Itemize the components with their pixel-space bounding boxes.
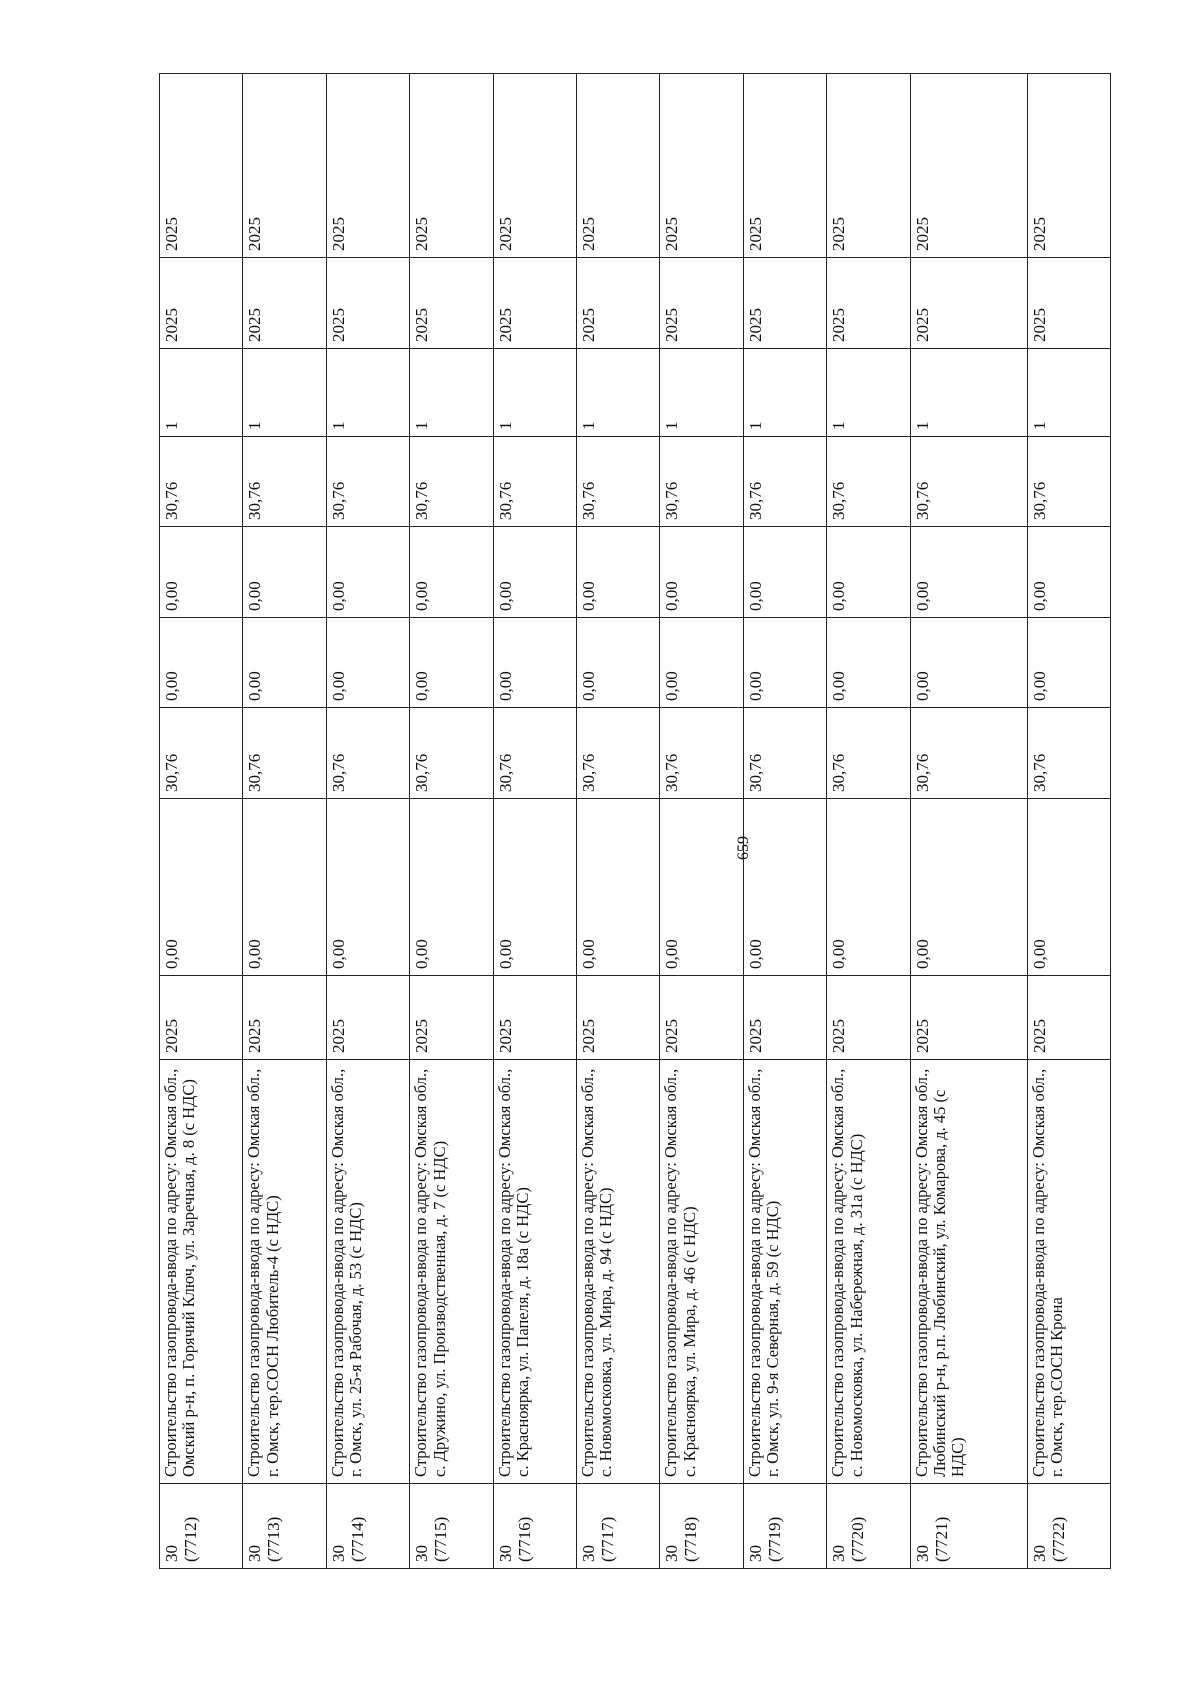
row-code: (7717) xyxy=(597,1516,617,1562)
value-5-cell: 30,76 xyxy=(160,437,243,527)
value-2-cell: 30,76 xyxy=(827,708,910,799)
value-4-cell: 0,00 xyxy=(243,527,326,618)
quantity-cell: 1 xyxy=(326,349,409,437)
object-name-cell: Строительство газопровода-ввода по адресу: Омская обл., с. Новомосковка, ул. Набережная, д. 31а (с НДС) xyxy=(827,1060,910,1484)
start-year-cell: 2025 xyxy=(410,258,493,349)
value-4-cell: 0,00 xyxy=(743,527,826,618)
year-cell: 2025 xyxy=(326,976,409,1060)
year-cell: 2025 xyxy=(1027,976,1111,1060)
quantity-cell: 1 xyxy=(910,349,1027,437)
end-year-cell: 2025 xyxy=(326,74,409,258)
end-year-cell: 2025 xyxy=(743,74,826,258)
table-row xyxy=(660,74,743,1569)
value-2-cell: 30,76 xyxy=(410,708,493,799)
value-3-cell: 0,00 xyxy=(160,618,243,708)
row-id-cell xyxy=(326,1484,409,1569)
table-row xyxy=(827,74,910,1569)
row-id-cell xyxy=(243,1484,326,1569)
table-row xyxy=(493,74,576,1569)
object-name-cell: Строительство газопровода-ввода по адресу: Омская обл., г. Омск, ул. 9-я Северная, д. 59 (с НДС) xyxy=(743,1060,826,1484)
row-code: (7722) xyxy=(1048,1516,1068,1562)
object-name-cell: Строительство газопровода-ввода по адресу: Омская обл., с. Красноярка, ул. Папеля, д. 18а (с НДС) xyxy=(493,1060,576,1484)
value-4-cell: 0,00 xyxy=(910,527,1027,618)
value-3-cell: 0,00 xyxy=(243,618,326,708)
start-year-cell: 2025 xyxy=(910,258,1027,349)
value-1-cell: 0,00 xyxy=(910,799,1027,976)
end-year-cell: 2025 xyxy=(827,74,910,258)
row-id-cell xyxy=(410,1484,493,1569)
value-2-cell: 30,76 xyxy=(243,708,326,799)
value-3-cell: 0,00 xyxy=(660,618,743,708)
year-cell: 2025 xyxy=(743,976,826,1060)
end-year-cell: 2025 xyxy=(243,74,326,258)
row-id-cell xyxy=(827,1484,910,1569)
end-year-cell: 2025 xyxy=(160,74,243,258)
table-row xyxy=(160,74,243,1569)
value-4-cell: 0,00 xyxy=(160,527,243,618)
row-number: 30 xyxy=(495,1545,515,1562)
year-cell: 2025 xyxy=(660,976,743,1060)
start-year-cell: 2025 xyxy=(827,258,910,349)
quantity-cell: 1 xyxy=(827,349,910,437)
object-name-cell: Строительство газопровода-ввода по адресу: Омская обл., с. Дружино, ул. Производственная, д. 7 (с НДС) xyxy=(410,1060,493,1484)
start-year-cell: 2025 xyxy=(576,258,659,349)
value-5-cell: 30,76 xyxy=(827,437,910,527)
value-4-cell: 0,00 xyxy=(1027,527,1111,618)
page-number: 659 xyxy=(735,836,752,860)
value-2-cell: 30,76 xyxy=(160,708,243,799)
row-code: (7715) xyxy=(431,1516,451,1562)
value-4-cell: 0,00 xyxy=(410,527,493,618)
row-code: (7719) xyxy=(764,1516,784,1562)
end-year-cell: 2025 xyxy=(910,74,1027,258)
value-3-cell: 0,00 xyxy=(743,618,826,708)
value-1-cell: 0,00 xyxy=(493,799,576,976)
value-3-cell: 0,00 xyxy=(410,618,493,708)
value-3-cell: 0,00 xyxy=(1027,618,1111,708)
quantity-cell: 1 xyxy=(160,349,243,437)
value-5-cell: 30,76 xyxy=(1027,437,1111,527)
value-1-cell: 0,00 xyxy=(827,799,910,976)
object-name-cell: Строительство газопровода-ввода по адресу: Омская обл., г. Омск, тер.СОСН Любитель-4 (с НДС) xyxy=(243,1060,326,1484)
row-id-cell xyxy=(160,1484,243,1569)
object-name-cell: Строительство газопровода-ввода по адресу: Омская обл., г. Омск, ул. 25-я Рабочая, д. 53 (с НДС) xyxy=(326,1060,409,1484)
row-number: 30 xyxy=(328,1545,348,1562)
value-3-cell: 0,00 xyxy=(827,618,910,708)
value-2-cell: 30,76 xyxy=(910,708,1027,799)
value-4-cell: 0,00 xyxy=(827,527,910,618)
table-row xyxy=(243,74,326,1569)
row-number: 30 xyxy=(829,1545,849,1562)
row-id-cell xyxy=(660,1484,743,1569)
row-code: (7718) xyxy=(681,1516,701,1562)
value-3-cell: 0,00 xyxy=(910,618,1027,708)
table-row xyxy=(1027,74,1111,1569)
value-4-cell: 0,00 xyxy=(493,527,576,618)
quantity-cell: 1 xyxy=(1027,349,1111,437)
table-container xyxy=(159,74,1111,1569)
value-2-cell: 30,76 xyxy=(1027,708,1111,799)
value-1-cell: 0,00 xyxy=(243,799,326,976)
value-2-cell: 30,76 xyxy=(493,708,576,799)
end-year-cell: 2025 xyxy=(410,74,493,258)
value-5-cell: 30,76 xyxy=(410,437,493,527)
year-cell: 2025 xyxy=(160,976,243,1060)
quantity-cell: 1 xyxy=(493,349,576,437)
object-name-cell: Строительство газопровода-ввода по адресу: Омская обл., с. Новомосковка, ул. Мира, д. 94 (с НДС) xyxy=(576,1060,659,1484)
value-5-cell: 30,76 xyxy=(743,437,826,527)
row-id-cell xyxy=(1027,1484,1111,1569)
row-code: (7721) xyxy=(931,1516,951,1562)
value-1-cell: 0,00 xyxy=(160,799,243,976)
object-name-cell: Строительство газопровода-ввода по адресу: Омская обл., Любинский р-н, р.п. Любинский, ул. Комарова, д. 45 (с НДС) xyxy=(910,1060,1027,1484)
start-year-cell: 2025 xyxy=(743,258,826,349)
quantity-cell: 1 xyxy=(576,349,659,437)
quantity-cell: 1 xyxy=(660,349,743,437)
quantity-cell: 1 xyxy=(410,349,493,437)
start-year-cell: 2025 xyxy=(160,258,243,349)
value-5-cell: 30,76 xyxy=(493,437,576,527)
row-number: 30 xyxy=(412,1545,432,1562)
start-year-cell: 2025 xyxy=(1027,258,1111,349)
row-code: (7712) xyxy=(181,1516,201,1562)
value-4-cell: 0,00 xyxy=(660,527,743,618)
table-row xyxy=(576,74,659,1569)
row-id-cell xyxy=(743,1484,826,1569)
row-code: (7720) xyxy=(848,1516,868,1562)
value-1-cell: 0,00 xyxy=(660,799,743,976)
end-year-cell: 2025 xyxy=(1027,74,1111,258)
value-2-cell: 30,76 xyxy=(660,708,743,799)
year-cell: 2025 xyxy=(493,976,576,1060)
value-3-cell: 0,00 xyxy=(326,618,409,708)
table-row xyxy=(326,74,409,1569)
table-body xyxy=(160,74,1111,1569)
value-1-cell: 0,00 xyxy=(410,799,493,976)
year-cell: 2025 xyxy=(576,976,659,1060)
investment-table xyxy=(159,73,1111,1569)
table-row xyxy=(910,74,1027,1569)
object-name-cell: Строительство газопровода-ввода по адресу: Омская обл., Омский р-н, п. Горячий Ключ, ул. Заречная, д. 8 (с НДС) xyxy=(160,1060,243,1484)
row-number: 30 xyxy=(662,1545,682,1562)
year-cell: 2025 xyxy=(410,976,493,1060)
value-4-cell: 0,00 xyxy=(576,527,659,618)
value-1-cell: 0,00 xyxy=(576,799,659,976)
quantity-cell: 1 xyxy=(743,349,826,437)
start-year-cell: 2025 xyxy=(243,258,326,349)
object-name-cell: Строительство газопровода-ввода по адресу: Омская обл., с. Красноярка, ул. Мира, д. 46 (с НДС) xyxy=(660,1060,743,1484)
row-number: 30 xyxy=(162,1545,181,1562)
row-id-cell xyxy=(493,1484,576,1569)
start-year-cell: 2025 xyxy=(326,258,409,349)
row-id-cell xyxy=(576,1484,659,1569)
start-year-cell: 2025 xyxy=(660,258,743,349)
value-3-cell: 0,00 xyxy=(576,618,659,708)
value-5-cell: 30,76 xyxy=(910,437,1027,527)
value-4-cell: 0,00 xyxy=(326,527,409,618)
row-id-cell xyxy=(910,1484,1027,1569)
value-2-cell: 30,76 xyxy=(576,708,659,799)
value-2-cell: 30,76 xyxy=(743,708,826,799)
row-number: 30 xyxy=(1029,1545,1049,1562)
value-3-cell: 0,00 xyxy=(493,618,576,708)
quantity-cell: 1 xyxy=(243,349,326,437)
end-year-cell: 2025 xyxy=(493,74,576,258)
year-cell: 2025 xyxy=(243,976,326,1060)
end-year-cell: 2025 xyxy=(660,74,743,258)
row-number: 30 xyxy=(578,1545,598,1562)
start-year-cell: 2025 xyxy=(493,258,576,349)
row-number: 30 xyxy=(745,1545,765,1562)
row-code: (7714) xyxy=(347,1516,367,1562)
value-1-cell: 0,00 xyxy=(1027,799,1111,976)
row-code: (7716) xyxy=(514,1516,534,1562)
object-name-cell: Строительство газопровода-ввода по адресу: Омская обл., г. Омск, тер.СОСН Крона xyxy=(1027,1060,1111,1484)
value-5-cell: 30,76 xyxy=(326,437,409,527)
year-cell: 2025 xyxy=(827,976,910,1060)
value-1-cell: 0,00 xyxy=(743,799,826,976)
row-number: 30 xyxy=(245,1545,265,1562)
value-5-cell: 30,76 xyxy=(576,437,659,527)
row-code: (7713) xyxy=(264,1516,284,1562)
end-year-cell: 2025 xyxy=(576,74,659,258)
value-2-cell: 30,76 xyxy=(326,708,409,799)
value-5-cell: 30,76 xyxy=(243,437,326,527)
value-5-cell: 30,76 xyxy=(660,437,743,527)
row-number: 30 xyxy=(912,1545,932,1562)
value-1-cell: 0,00 xyxy=(326,799,409,976)
table-row xyxy=(410,74,493,1569)
table-row xyxy=(743,74,826,1569)
year-cell: 2025 xyxy=(910,976,1027,1060)
